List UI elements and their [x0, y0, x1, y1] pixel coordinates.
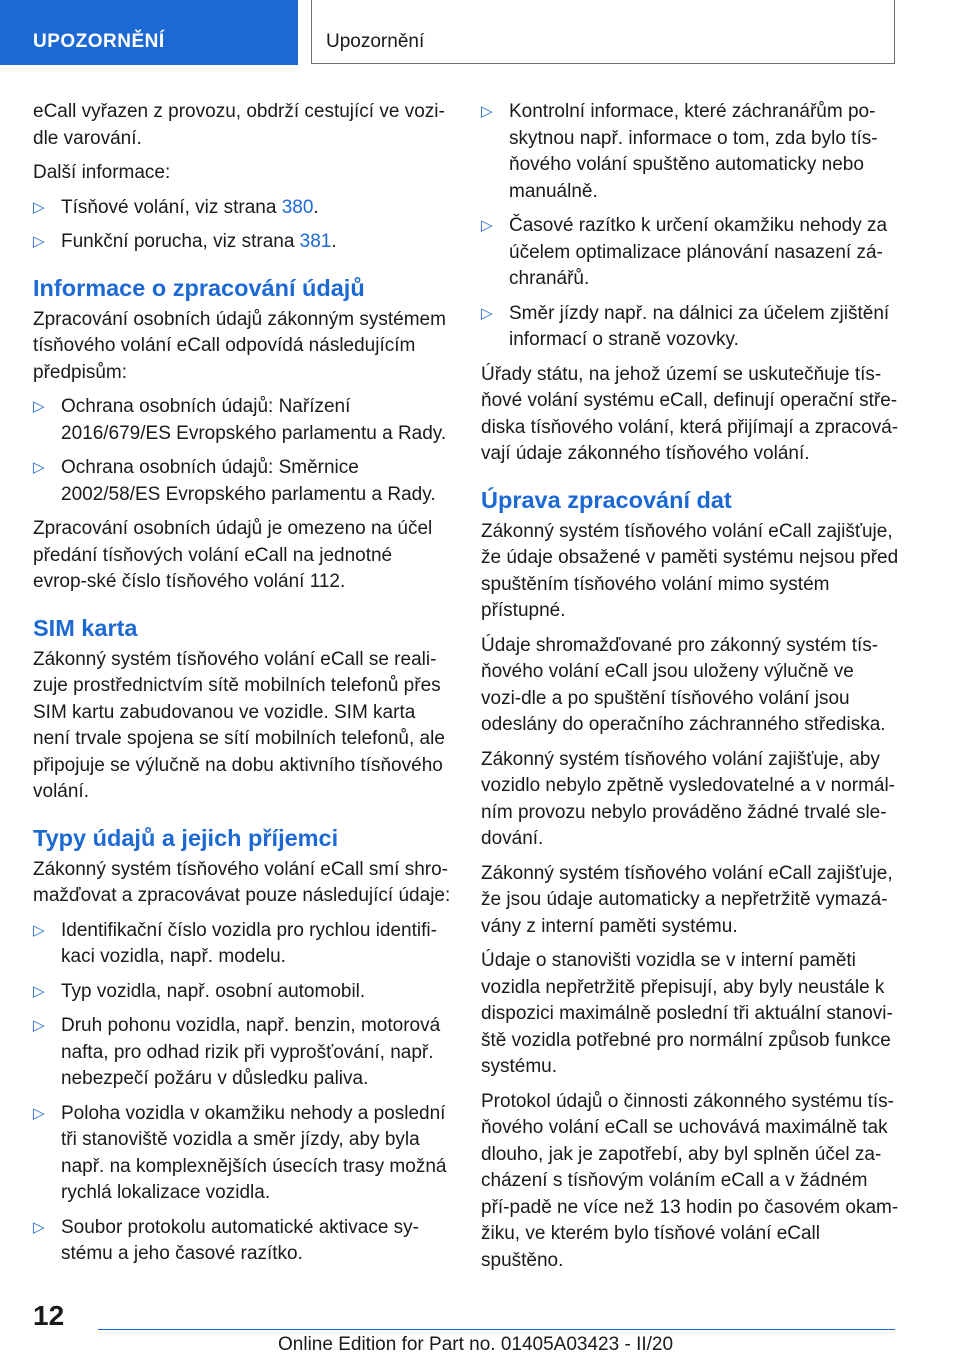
heading-data-types: Typy údajů a jejich příjemci — [33, 824, 339, 851]
list-item — [33, 455, 451, 508]
list-item — [33, 394, 451, 447]
footer-edition: Online Edition for Part no. 01405A03423 - II/20 — [278, 1334, 674, 1355]
list-item-text: Poloha vozidla v okamžiku nehody a poslední tři stanoviště vozidla a směr jízdy, aby byla např. na komplexnějších úsecích trasy možná rychlá lokalizace vozidla. — [61, 1102, 447, 1203]
triangle-bullet-icon: ▷ — [33, 233, 45, 250]
paragraph: Zákonný systém tísňového volání eCall zajišťuje, že jsou údaje automaticky a nepřetržitě vymazá-vány z interní paměti systému. — [481, 862, 893, 937]
list-item — [33, 229, 451, 256]
list-item-text: Tísňové volání, viz strana — [61, 196, 282, 218]
triangle-bullet-icon: ▷ — [33, 982, 45, 1000]
page-link[interactable]: 380 — [281, 196, 314, 218]
list-item — [481, 213, 899, 293]
paragraph: Zákonný systém tísňového volání eCall zajišťuje, že údaje obsažené v paměti systému nejsou před spuštěním tísňového volání mimo systém přístupné. — [481, 520, 899, 621]
triangle-bullet-icon: ▷ — [481, 217, 493, 234]
list-item-text: Identifikační číslo vozidla pro rychlou identifi-kaci vozidla, např. modelu. — [61, 919, 437, 967]
heading-sim-card: SIM karta — [33, 614, 138, 641]
list-item-text: Druh pohonu vozidla, např. benzin, motorová nafta, pro odhad rizik při vyprošťování, např. nebezpečí požáru v důsledku paliva. — [61, 1015, 441, 1089]
list-item-text: Kontrolní informace, které záchranářům po-skytnou např. informace o tom, zda bylo tís-ňového volání spuštěno automaticky nebo manuálně. — [509, 101, 878, 202]
list-item-end: . — [313, 196, 319, 218]
paragraph: Další informace: — [33, 162, 171, 183]
list-item — [33, 1101, 451, 1207]
list-item-text: Funkční porucha, viz strana — [61, 231, 300, 252]
paragraph: Údaje o stanovišti vozidla se v interní paměti vozidla nepřetržitě přepisují, aby byly neustále k dispozici maximálně poslední tři aktuální stanovi-ště vozidla potřebné pro normální způsob funkce systému. — [481, 950, 893, 1077]
paragraph: Protokol údajů o činnosti zákonného systému tís-ňového volání eCall se uchovává maximálně tak dlouho, jak je zapotřebí, aby byl splněn účel za-cházení s tísňovým voláním eCall a v žádném pří-padě ne více než 13 hodin po časovém okam-žiku, ve kterém bylo tísňové volání eCall spuštěno. — [481, 1090, 899, 1271]
page-link[interactable]: 381 — [299, 231, 332, 252]
paragraph: Zpracování osobních údajů zákonným systémem tísňového volání eCall odpovídá následujícím předpisům: — [33, 308, 446, 383]
heading-data-processing-edit: Úprava zpracování dat — [481, 486, 732, 513]
list-item — [33, 195, 451, 222]
paragraph: Zpracování osobních údajů je omezeno na účel předání tísňových volání eCall na jednotné evrop-ské číslo tísňového volání 112. — [33, 518, 433, 592]
list-item — [33, 918, 451, 971]
info-list — [33, 195, 451, 256]
list-item-text: Časové razítko k určení okamžiku nehody za účelem optimalizace plánování nasazení zá-chranářů. — [509, 215, 888, 289]
list-item-text: Ochrana osobních údajů: Směrnice 2002/58/ES Evropského parlamentu a Rady. — [61, 457, 436, 505]
triangle-bullet-icon: ▷ — [33, 459, 45, 476]
list-item — [481, 301, 899, 354]
section-title: Upozornění — [311, 0, 895, 64]
section-tab: UPOZORNĚNÍ — [0, 0, 298, 65]
triangle-bullet-icon: ▷ — [33, 1104, 45, 1122]
list-item-text: Typ vozidla, např. osobní automobil. — [61, 980, 366, 1002]
regulations-list — [33, 394, 451, 508]
left-column — [33, 99, 451, 1276]
page-number: 12 — [33, 1300, 65, 1331]
list-item — [33, 979, 451, 1006]
list-item — [33, 1215, 451, 1268]
paragraph: Údaje shromažďované pro zákonný systém tís-ňového volání eCall jsou uloženy výlučně ve vozi-dle a po spuštění tísňového volání jsou odeslány do operačního záchranného střediska. — [481, 634, 886, 735]
paragraph: Zákonný systém tísňového volání eCall se reali-zuje prostřednictvím sítě mobilních telefonů přes SIM kartu zabudovanou ve vozidle. SIM karta není trvale spojena se sítí mobilních telefonů, ale připojuje se výlučně na dobu aktivního tísňového volání. — [33, 648, 445, 802]
triangle-bullet-icon: ▷ — [33, 1218, 45, 1236]
list-item-text: Ochrana osobních údajů: Nařízení 2016/679/ES Evropského parlamentu a Rady. — [61, 396, 447, 444]
footer-divider — [98, 1329, 895, 1330]
list-item-text: Směr jízdy např. na dálnici za účelem zjištění informací o straně vozovky. — [509, 302, 890, 350]
list-item — [481, 99, 899, 205]
triangle-bullet-icon: ▷ — [33, 198, 45, 216]
data-types-list-continued — [481, 99, 899, 354]
list-item-text: Soubor protokolu automatické aktivace sy-stému a jeho časové razítko. — [61, 1216, 420, 1264]
triangle-bullet-icon: ▷ — [33, 1017, 45, 1034]
triangle-bullet-icon: ▷ — [33, 398, 45, 415]
triangle-bullet-icon: ▷ — [33, 921, 45, 939]
paragraph: Úřady státu, na jehož území se uskutečňuje tís-ňové volání systému eCall, definují operační stře-diska tísňového volání, která přijímají a zpracová-vají údaje zákonného tísňového volání. — [481, 363, 899, 464]
list-item — [33, 1013, 451, 1093]
paragraph: Zákonný systém tísňového volání eCall smí shro-mažďovat a zpracovávat pouze následující údaje: — [33, 858, 451, 906]
data-types-list — [33, 918, 451, 1268]
triangle-bullet-icon: ▷ — [481, 103, 493, 120]
paragraph: Zákonný systém tísňového volání zajišťuje, aby vozidlo nebylo zpětně vysledovatelné a v normál-ním provozu nebylo prováděno žádné trvalé sle-dování. — [481, 748, 896, 849]
list-item-end: . — [331, 231, 337, 252]
paragraph: eCall vyřazen z provozu, obdrží cestující ve vozi-dle varování. — [33, 101, 445, 149]
triangle-bullet-icon: ▷ — [481, 304, 493, 322]
heading-data-processing-info: Informace o zpracování údajů — [33, 274, 365, 301]
right-column — [481, 99, 899, 1282]
